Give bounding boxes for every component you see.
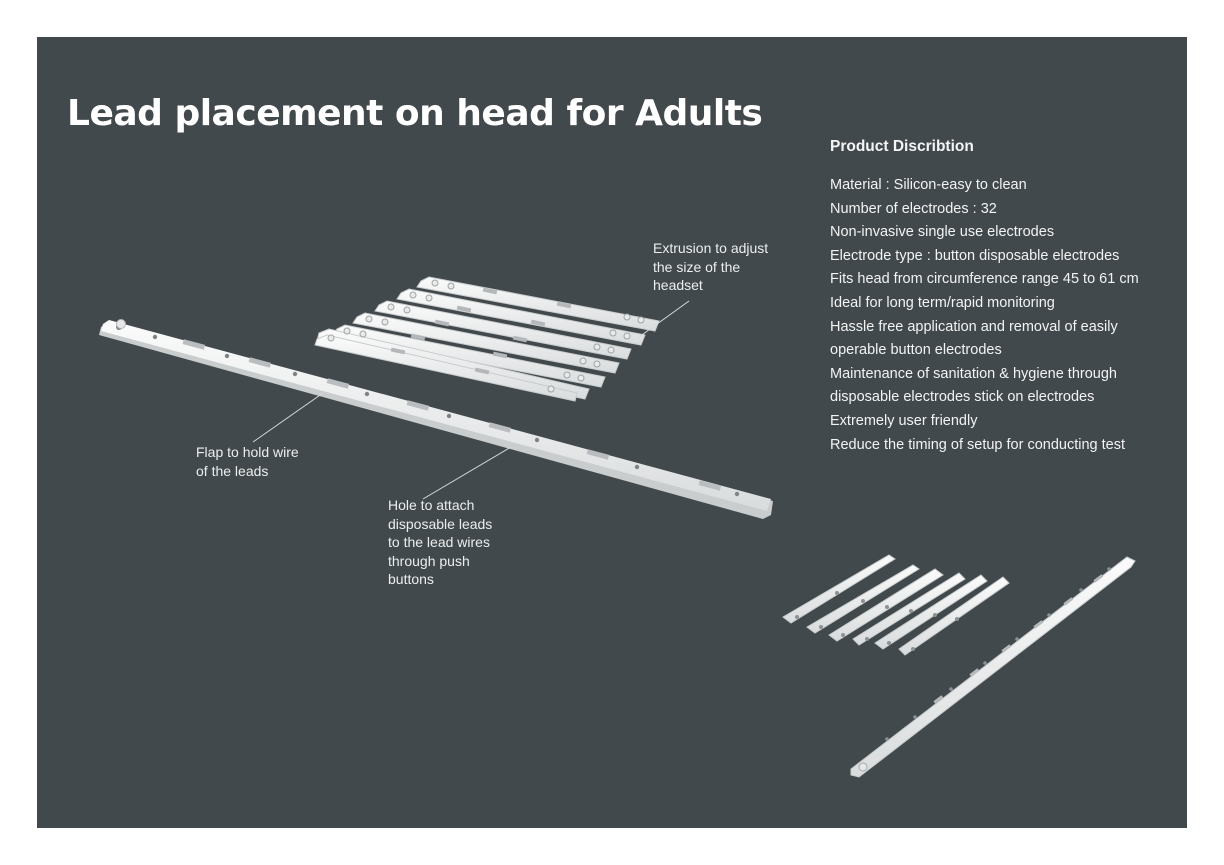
description-heading: Product Discribtion xyxy=(830,138,974,155)
callout-line: buttons xyxy=(388,571,434,587)
callout-flap xyxy=(196,443,299,480)
product-description xyxy=(830,138,1170,457)
callout-line: to the lead wires xyxy=(388,534,490,550)
description-item: Material : Silicon-easy to clean xyxy=(830,177,1027,193)
description-item: Maintenance of sanitation & hygiene through xyxy=(830,365,1117,382)
presentation-board xyxy=(37,37,1187,828)
callout-line: headset xyxy=(653,277,703,293)
description-item: Number of electrodes : 32 xyxy=(830,200,997,217)
callout-line: Extrusion to adjust xyxy=(653,240,769,256)
callout-line: Flap to hold wire xyxy=(196,444,299,460)
callout-line: through push xyxy=(388,552,470,569)
callout-extrusion xyxy=(653,239,768,295)
description-item: Ideal for long term/rapid monitoring xyxy=(830,294,1055,311)
description-item: Fits head from circumference range 45 to 61 cm xyxy=(830,271,1139,288)
page-title: Lead placement on head for Adults xyxy=(67,93,763,134)
description-list xyxy=(830,174,1170,457)
description-item: Non-invasive single use electrodes xyxy=(830,224,1055,241)
description-item: Extremely user friendly xyxy=(830,412,978,429)
callout-hole xyxy=(388,496,492,589)
callout-line: the size of the xyxy=(653,258,741,275)
description-item: Reduce the timing of setup for conducting test xyxy=(830,436,1126,453)
callout-line: of the leads xyxy=(196,462,269,479)
strip-stack-large xyxy=(315,277,659,401)
callout-line: Hole to attach xyxy=(388,497,475,513)
description-item: disposable electrodes stick on electrodes xyxy=(830,389,1095,406)
strip-stack-small xyxy=(783,555,1009,655)
callout-line: disposable leads xyxy=(388,515,493,532)
description-item: Electrode type : button disposable electrodes xyxy=(830,247,1120,264)
description-item: Hassle free application and removal of easily xyxy=(830,318,1118,335)
description-item: operable button electrodes xyxy=(830,342,1002,359)
